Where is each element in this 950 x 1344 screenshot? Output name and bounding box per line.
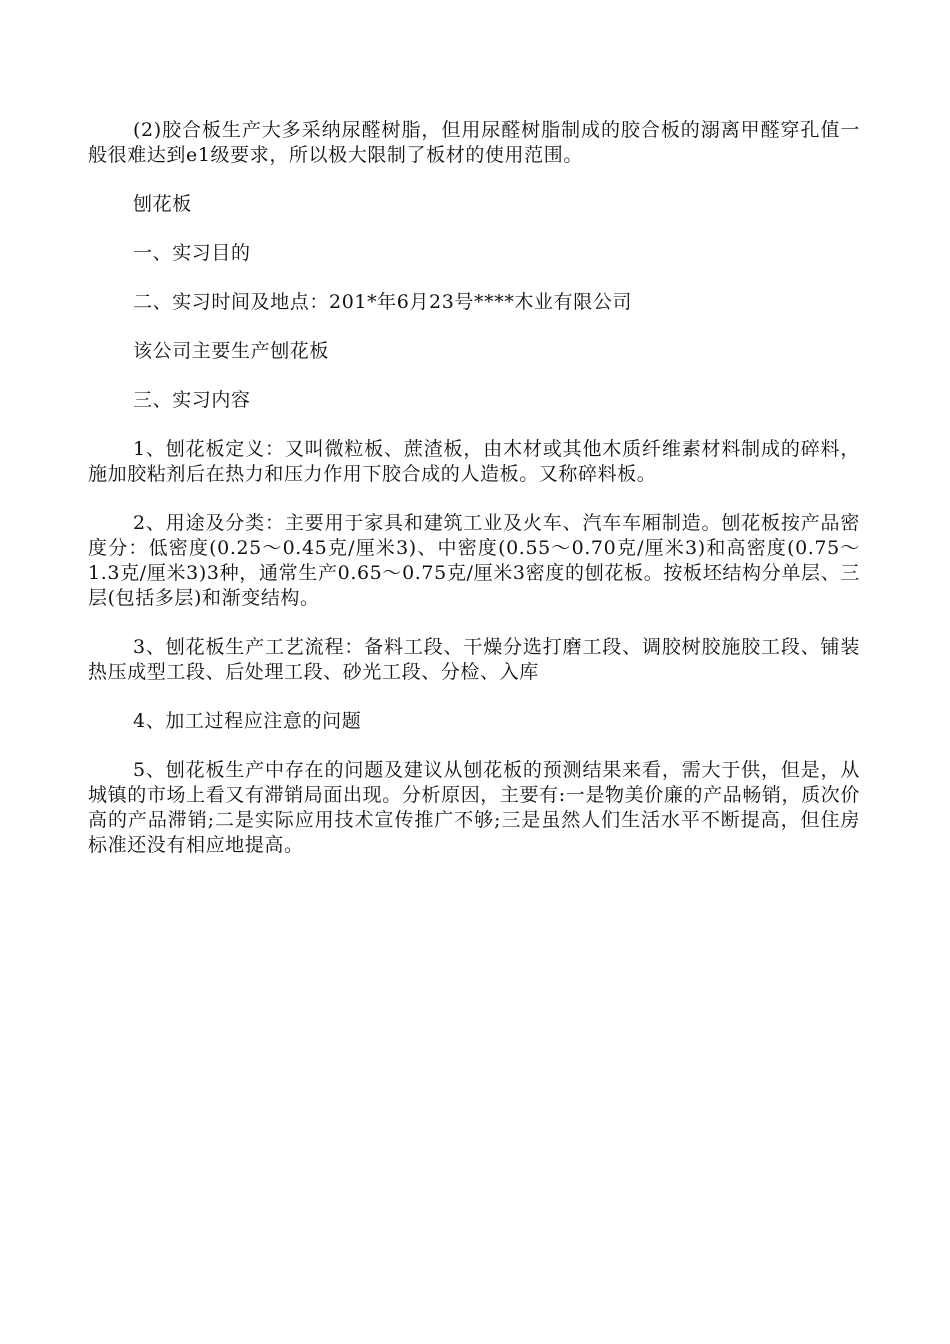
paragraph-definition: 1、刨花板定义：又叫微粒板、蔗渣板，由木材或其他木质纤维素材料制成的碎料，施加胶粘剂后在热力和压力作用下胶合成的人造板。又称碎料板。 xyxy=(88,438,860,485)
paragraph-processing-issues: 4、加工过程应注意的问题 xyxy=(133,710,362,732)
heading-internship-purpose: 一、实习目的 xyxy=(133,242,251,264)
paragraph-company-product: 该公司主要生产刨花板 xyxy=(133,340,330,362)
heading-internship-content: 三、实习内容 xyxy=(133,389,251,411)
heading-internship-time-place: 二、实习时间及地点：201*年6月23号****木业有限公司 xyxy=(133,291,633,313)
paragraph-process-flow: 3、刨花板生产工艺流程：备料工段、干燥分选打磨工段、调胶树胶施胶工段、铺装热压成型工段、后处理工段、砂光工段、分检、入库 xyxy=(88,636,860,683)
paragraph-usage-classification: 2、用途及分类：主要用于家具和建筑工业及火车、汽车车厢制造。刨花板按产品密度分：低密度(0.25～0.45克/厘米3)、中密度(0.55～0.70克/厘米3)和高密度(0.75～1.3克/厘米3)3种，通常生产0.65～0.75克/厘米3密度的刨花板。按板坯结构分单层、三层(包括多层)和渐变结构。 xyxy=(88,512,860,609)
paragraph-problems-suggestions: 5、刨花板生产中存在的问题及建议从刨花板的预测结果来看，需大于供，但是，从城镇的市场上看又有滞销局面出现。分析原因，主要有:一是物美价廉的产品畅销，质次价高的产品滞销;二是实际应用技术宣传推广不够;三是虽然人们生活水平不断提高，但住房标准还没有相应地提高。 xyxy=(88,759,860,856)
paragraph-plywood-resin: (2)胶合板生产大多采纳尿醛树脂，但用尿醛树脂制成的胶合板的溺离甲醛穿孔值一般很难达到e1级要求，所以极大限制了板材的使用范围。 xyxy=(88,119,860,166)
heading-particleboard: 刨花板 xyxy=(133,193,192,215)
